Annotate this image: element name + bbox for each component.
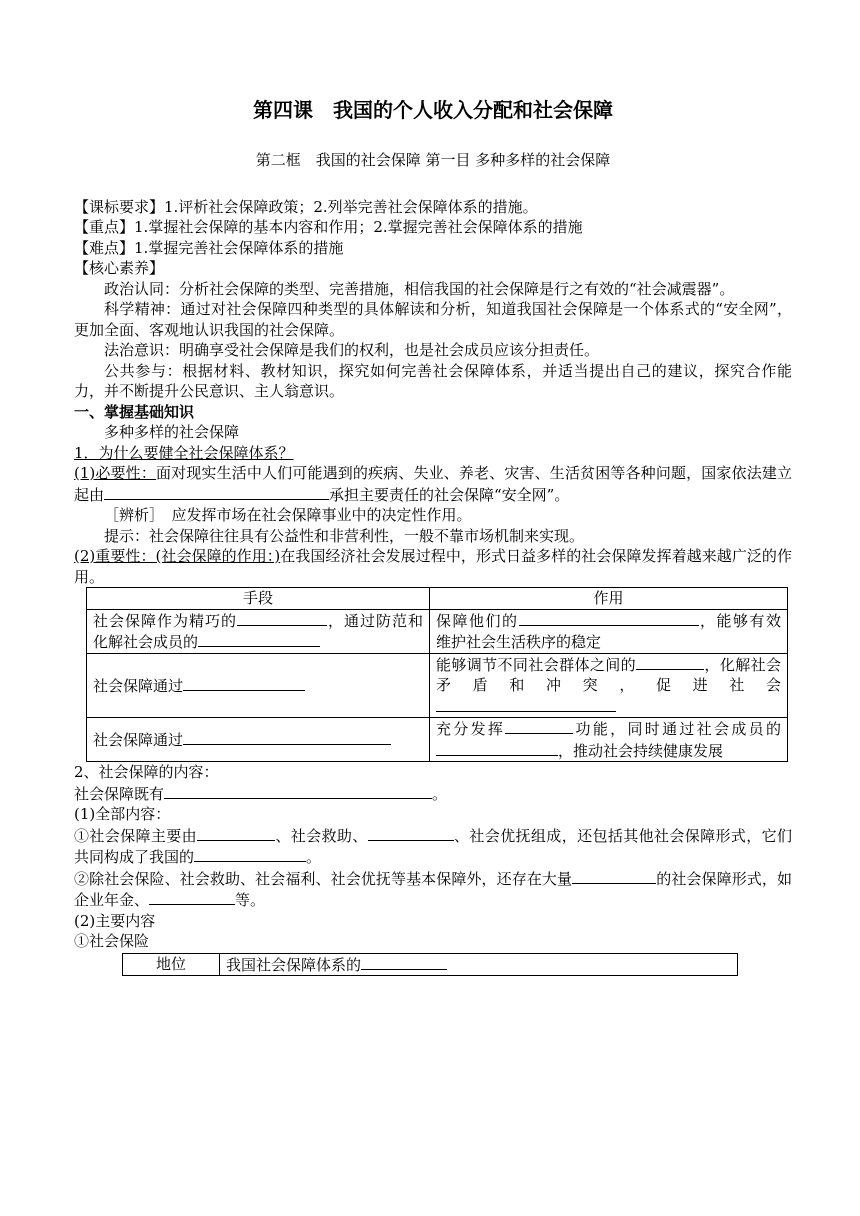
all-contents-label: (1)全部内容：	[74, 805, 171, 823]
core-literacy-science: 科学精神：通过对社会保障四种类型的具体解读和分析，知道我国社会保障是一个体系式的“安全网”，更加全面、客观地认识我国的社会保障。	[74, 300, 792, 339]
lesson-title: 第四课 我国的个人收入分配和社会保障	[253, 98, 613, 122]
table-cell: 社会保障通过	[87, 718, 430, 762]
all-contents-paragraph-2: ②除社会保险、社会救助、社会福利、社会优抚等基本保障外，还存在大量 的社会保障形式，如企业年金、 等。	[74, 869, 792, 909]
table-cell-status: 地位	[123, 953, 220, 976]
question-2: 2、社会保障的内容：	[74, 763, 219, 781]
table-header-means: 手段	[87, 588, 430, 610]
means-effects-table	[86, 587, 788, 762]
necessity-paragraph: (1)必要性：面对现实生活中人们可能遇到的疾病、失业、养老、灾害、生活贫困等各种问题，国家依法建立起由 承担主要责任的社会保障“安全网”。	[74, 464, 792, 504]
table-cell: 社会保障通过	[87, 653, 430, 718]
table-cell: 我国社会保障体系的	[220, 953, 738, 976]
lesson-subtitle: 第二框 我国的社会保障 第一目 多种多样的社会保障	[255, 151, 611, 169]
fill-blank[interactable]	[104, 484, 329, 500]
core-literacy-public: 公共参与：根据材料、教材知识，探究如何完善社会保障体系，并适当提出自己的建议，探究合作能力，并不断提升公民意识、主人翁意识。	[74, 361, 792, 400]
curriculum-requirements: 【课标要求】1.评析社会保障政策；2.列举完善社会保障体系的措施。	[74, 197, 538, 216]
core-literacy-label: 【核心素养】	[74, 259, 165, 277]
table-header-effects: 作用	[430, 588, 788, 610]
key-points: 【重点】1.掌握社会保障的基本内容和作用；2.掌握完善社会保障体系的措施	[74, 218, 583, 236]
fill-blank[interactable]	[197, 825, 275, 841]
importance-paragraph: (2)重要性：(社会保障的作用：)在我国经济社会发展过程中，形式日益多样的社会保障发挥着越来越广泛的作用。	[74, 547, 792, 586]
fill-blank[interactable]	[436, 740, 558, 756]
document-page	[74, 96, 792, 976]
fill-blank[interactable]	[368, 825, 454, 841]
fill-blank[interactable]	[361, 954, 447, 970]
fill-blank[interactable]	[183, 729, 391, 745]
fill-blank[interactable]	[572, 868, 656, 884]
fill-blank[interactable]	[237, 610, 327, 626]
social-insurance-table	[122, 953, 738, 977]
analysis-note: ［辨析］ 应发挥市场在社会保障事业中的决定性作用。	[104, 506, 472, 524]
question-1: 1．为什么要健全社会保障体系？	[74, 443, 294, 462]
fill-blank[interactable]	[505, 718, 573, 734]
table-cell: 保障他们的 ，能够有效维护社会生活秩序的稳定	[430, 609, 788, 653]
section-heading-basics: 一、掌握基础知识	[74, 402, 195, 421]
fill-blank[interactable]	[164, 783, 432, 799]
difficult-points: 【难点】1.掌握完善社会保障体系的措施	[74, 238, 344, 257]
main-contents-label: (2)主要内容	[74, 911, 156, 930]
table-cell: 充分发挥 功能，同时通过社会成员的，推动社会持续健康发展	[430, 718, 788, 762]
section-subheading: 多种多样的社会保障	[104, 423, 240, 441]
fill-blank[interactable]	[149, 889, 235, 905]
core-literacy-political: 政治认同：分析社会保障的类型、完善措施，相信我国的社会保障是行之有效的“社会减震器”。	[104, 279, 735, 298]
social-insurance-label: ①社会保险	[74, 932, 150, 950]
table-cell: 社会保障作为精巧的 ，通过防范和化解社会成员的	[87, 609, 430, 653]
hint-note: 提示：社会保障往往具有公益性和非营利性，一般不靠市场机制来实现。	[104, 526, 585, 545]
fill-blank[interactable]	[519, 610, 699, 626]
fill-blank[interactable]	[636, 654, 704, 670]
fill-blank[interactable]	[198, 631, 320, 647]
fill-blank[interactable]	[436, 696, 616, 712]
all-contents-paragraph-1: ①社会保障主要由 、社会救助、 、社会优抚组成，还包括其他社会保障形式，它们共同构成了我国的 。	[74, 826, 792, 866]
table-cell: 能够调节不同社会群体之间的 ，化解社会矛盾和冲突，促进社会	[430, 653, 788, 718]
core-literacy-law: 法治意识：明确享受社会保障是我们的权利，也是社会成员应该分担责任。	[104, 341, 600, 359]
fill-blank[interactable]	[183, 675, 305, 691]
content-line: 社会保障既有 。	[74, 784, 448, 803]
fill-blank[interactable]	[194, 846, 306, 862]
